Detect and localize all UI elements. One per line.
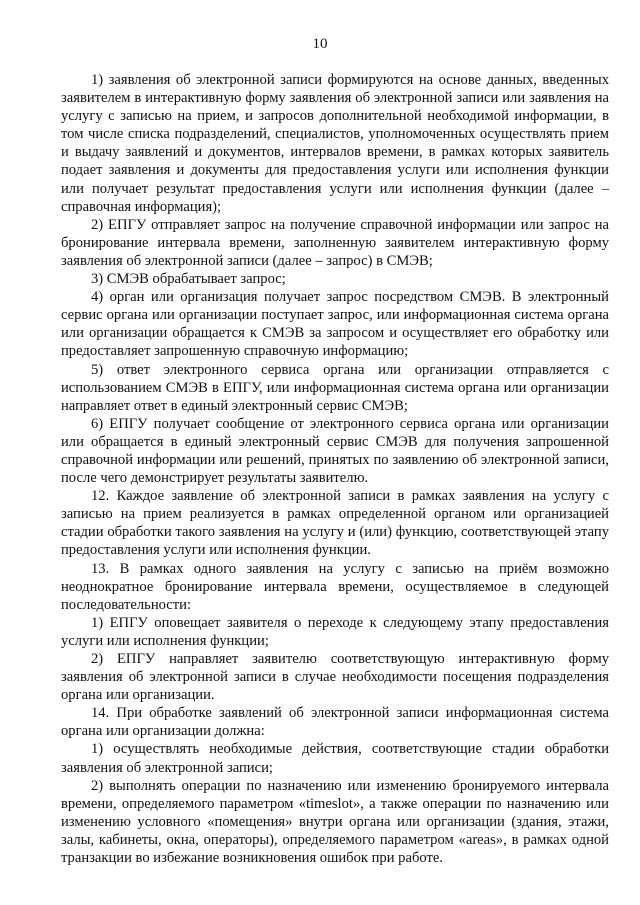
paragraph-1: 1) заявления об электронной записи формируются на основе данных, введенных заявителем в интерактивную форму заявления об электронной записи или заявления на услугу с записью на прием, и запросов дополнительной необходимой информации, в том числе списка подразделений, специалистов, уполномоченных осуществлять прием и выдачу заявлений и документов, интервалов времени, в рамках которых заявитель подает заявления и документы для предоставления услуги или исполнения функции или получает результат предоставления услуги или исполнения функции (далее – справочная информация);	[61, 72, 609, 215]
paragraph-12: 1) осуществлять необходимые действия, соответствующие стадии обработки заявления об электронной записи;	[61, 741, 609, 776]
paragraph-13: 2) выполнять операции по назначению или изменению бронируемого интервала времени, определяемого параметром «timeslot», а также операции по назначению или изменению условного «помещения» внутри органа или организации (здания, этажи, залы, кабинеты, окна, операторы), определяемого параметром «areas», в рамках одной транзакции во избежание возникновения ошибок при работе.	[61, 777, 609, 867]
page-number: 10	[312, 36, 328, 52]
paragraph-8: 13. В рамках одного заявления на услугу с записью на приём возможно неоднократное бронирование интервала времени, осуществляемое в следующей последовательности:	[61, 560, 609, 613]
paragraph-3: 3) СМЭВ обрабатывает запрос;	[91, 271, 286, 288]
paragraph-7: 12. Каждое заявление об электронной записи в рамках заявления на услугу с записью на прием реализуется в рамках определенной органом или организацией стадии обработки такого заявления на услугу и (или) функцию, соответствующей этапу предоставления услуги или исполнения функции.	[61, 488, 609, 559]
paragraph-2: 2) ЕПГУ отправляет запрос на получение справочной информации или запрос на бронирование интервала времени, заполненную заявителем интерактивную форму заявления об электронной записи (далее – запрос) в СМЭВ;	[61, 216, 609, 269]
paragraph-9: 1) ЕПГУ оповещает заявителя о переходе к следующему этапу предоставления услуги или исполнения функции;	[61, 614, 609, 649]
paragraph-4: 4) орган или организация получает запрос посредством СМЭВ. В электронный сервис органа или организации поступает запрос, или информационная система органа или организации обращается к СМЭВ за запросом и осуществляет его обработку или предоставляет запрошенную справочную информацию;	[61, 289, 609, 360]
paragraph-10: 2) ЕПГУ направляет заявителю соответствующую интерактивную форму заявления об электронной записи в случае необходимости посещения подразделения органа или организации.	[61, 651, 609, 704]
paragraph-5: 5) ответ электронного сервиса органа или организации отправляется с использованием СМЭВ в ЕПГУ, или информационная система органа или организации направляет ответ в единый электронный сервис СМЭВ;	[61, 361, 609, 414]
paragraph-6: 6) ЕПГУ получает сообщение от электронного сервиса органа или организации или обращается в единый электронный сервис СМЭВ для получения запрошенной справочной информации или решений, принятых по заявлению об электронной записи, после чего демонстрирует результаты заявителю.	[61, 415, 609, 487]
document-body	[61, 71, 609, 867]
paragraph-11: 14. При обработке заявлений об электронной записи информационная система органа или организации должна:	[61, 705, 609, 740]
